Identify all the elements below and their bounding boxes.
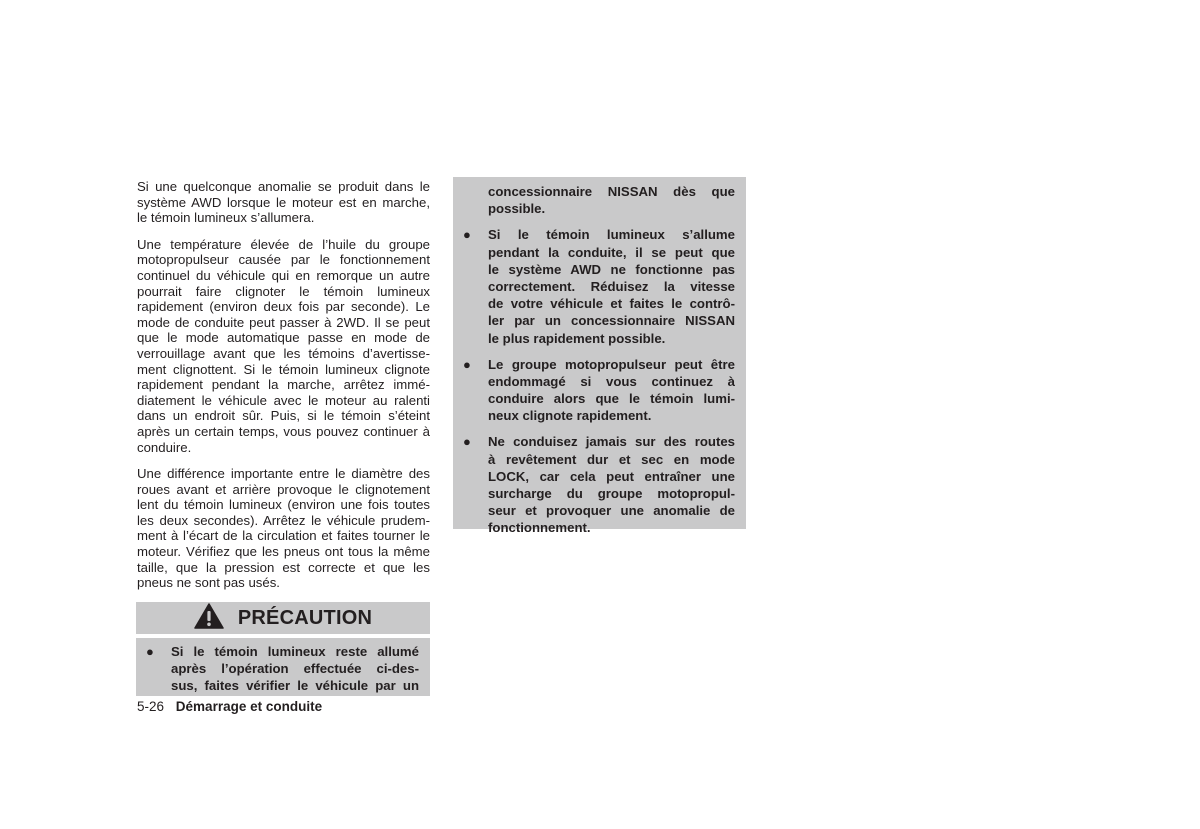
- text-line: le système AWD ne fonctionne pas: [488, 261, 735, 277]
- caution-continuation-box: [453, 177, 746, 536]
- bullet-dot-icon: ●: [463, 356, 471, 372]
- text-line: Si le témoin lumineux reste allumé: [171, 644, 419, 659]
- text-line: conduire.: [137, 439, 192, 455]
- text-line: possible.: [488, 201, 546, 217]
- text-line: continuel du véhicule qui en remorque un autre: [137, 267, 430, 283]
- section-title: Démarrage et conduite: [175, 699, 323, 714]
- text-line: après un certain temps, vous pouvez continuer à: [137, 423, 430, 439]
- bullet-dot-icon: ●: [146, 644, 154, 659]
- text-line: Une différence importante entre le diamètre des: [137, 466, 430, 482]
- text-line: ler par un concessionnaire NISSAN: [488, 313, 735, 329]
- text-line: moteur. Vérifiez que les pneus ont tous la même: [137, 544, 430, 560]
- text-line: à revêtement dur et sec en mode: [488, 451, 735, 467]
- text-line: roues avant et arrière provoque le clignotement: [137, 481, 430, 497]
- caution-bullet: [136, 643, 430, 695]
- bullet-text: [488, 226, 735, 346]
- paragraph-awd-anomaly: [137, 179, 430, 226]
- text-line: neux clignote rapidement.: [488, 408, 652, 424]
- text-line: pneus ne sont pas usés.: [137, 575, 280, 591]
- paragraph-oil-temperature: [137, 237, 430, 455]
- text-line: lent du témoin lumineux (environ une fois toutes: [137, 497, 430, 513]
- text-line: ment clignottent. Si le témoin lumineux clignote: [137, 361, 430, 377]
- text-line: sus, faites vérifier le véhicule par un: [171, 678, 419, 694]
- text-line: fonctionnement.: [488, 520, 591, 536]
- text-line: de votre véhicule et faites le contrô-: [488, 296, 735, 312]
- text-line: Ne conduisez jamais sur des routes: [488, 434, 735, 450]
- text-line: Si le témoin lumineux s’allume: [488, 227, 735, 243]
- text-line: pourrait faire clignoter le témoin lumineux: [137, 283, 430, 299]
- text-line: les deux secondes). Arrêtez le véhicule prudem-: [137, 512, 430, 528]
- paragraph-tire-difference: [137, 466, 430, 591]
- text-line: après l’opération effectuée ci-des-: [171, 661, 419, 677]
- bullet-text: [488, 433, 735, 536]
- bullet-text: [488, 356, 735, 425]
- text-line: surcharge du groupe motopropul-: [488, 486, 735, 501]
- text-line: concessionnaire NISSAN dès que: [488, 184, 735, 199]
- text-line: Le groupe motopropulseur peut être: [488, 356, 735, 372]
- page-footer: [137, 699, 322, 714]
- caution-header: [136, 602, 430, 634]
- text-line: LOCK, car cela peut entraîner une: [488, 468, 735, 484]
- text-line: pendant la conduite, il se peut que: [488, 244, 735, 260]
- bullet-dot-icon: ●: [463, 227, 471, 243]
- warning-triangle-icon: [194, 603, 224, 634]
- bullet-text: [171, 643, 419, 695]
- text-line: verrouillage avant que les témoins d’avertisse-: [137, 345, 430, 361]
- text-line: diatement le véhicule avec le moteur au ralenti: [137, 392, 430, 408]
- page-number: 5-26: [137, 699, 165, 714]
- bullet-dot-icon: ●: [463, 434, 471, 450]
- text-line: correctement. Réduisez la vitesse: [488, 278, 735, 294]
- text-line: Si une quelconque anomalie se produit dans le: [137, 179, 430, 194]
- text-line: système AWD lorsque le moteur est en marche,: [137, 194, 430, 210]
- text-line: le plus rapidement possible.: [488, 330, 666, 346]
- caution-bullet: [453, 433, 746, 536]
- caution-bullet: [453, 226, 746, 346]
- caution-body: [136, 638, 430, 696]
- bullet-text: [488, 183, 735, 217]
- text-line: conduire alors que le témoin lumi-: [488, 391, 735, 407]
- text-line: ment à l’écart de la circulation et faites tourner le: [137, 528, 430, 544]
- text-line: endommagé si vous continuez à: [488, 373, 735, 389]
- text-line: mode de conduite peut passer à 2WD. Il se peut: [137, 314, 430, 330]
- caution-bullet: [453, 356, 746, 425]
- continuation-text: [453, 183, 746, 217]
- text-line: dans un endroit sûr. Puis, si le témoin s’éteint: [137, 408, 430, 424]
- left-column: [137, 179, 430, 602]
- caution-box: [136, 602, 430, 696]
- text-line: seur et provoquer une anomalie de: [488, 503, 735, 519]
- caution-title: PRÉCAUTION: [237, 606, 373, 629]
- text-line: rapidement (environ deux fois par seconde). Le: [137, 299, 430, 315]
- text-line: motopropulseur causée par le fonctionnement: [137, 252, 430, 268]
- text-line: le témoin lumineux s’allumera.: [137, 210, 315, 226]
- text-line: taille, que la pression est correcte et que les: [137, 559, 430, 575]
- text-line: que le mode automatique passe en mode de: [137, 330, 430, 346]
- text-line: Une température élevée de l’huile du groupe: [137, 236, 430, 252]
- text-line: rapidement pendant la marche, arrêtez immé-: [137, 377, 430, 393]
